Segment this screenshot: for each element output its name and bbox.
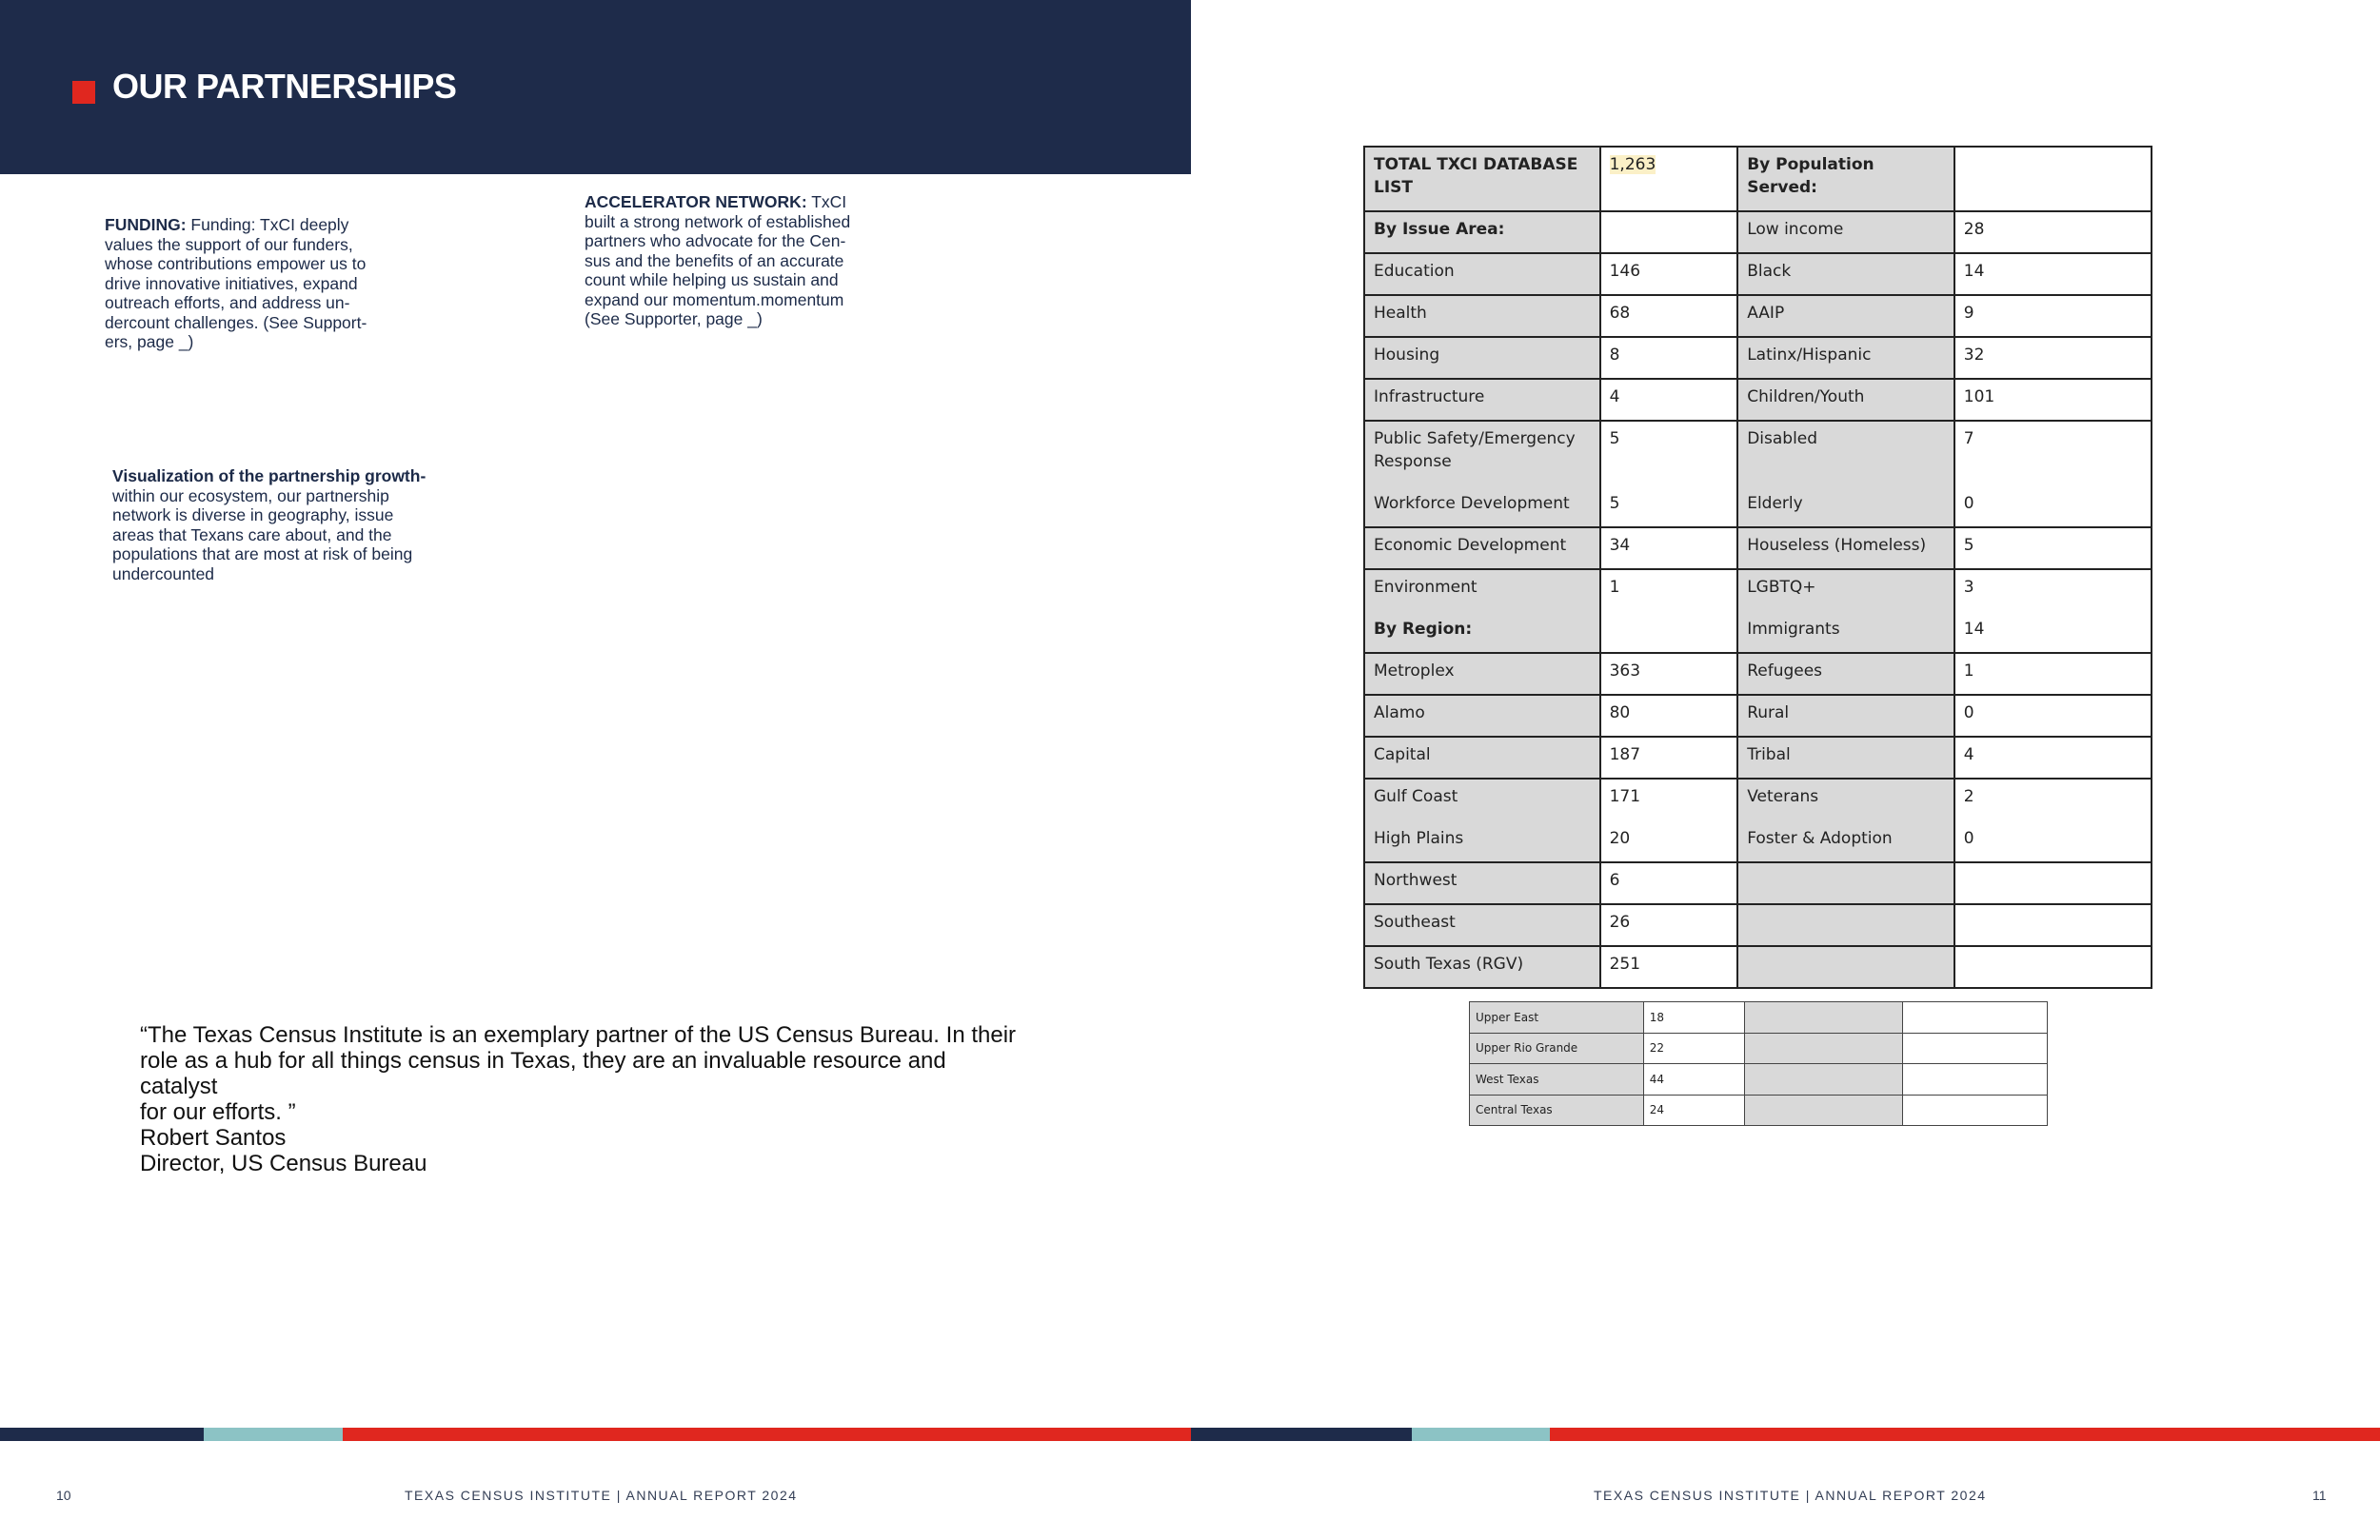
table-row bbox=[1364, 421, 2152, 527]
quote-line: for our efforts. ” bbox=[140, 1099, 296, 1125]
table-cell bbox=[1737, 779, 1954, 862]
table-cell: 24 bbox=[1643, 1095, 1744, 1126]
table-cell: Children/Youth bbox=[1737, 379, 1954, 421]
table-cell: 8 bbox=[1600, 337, 1738, 379]
funding-line: drive innovative initiatives, expand bbox=[105, 273, 358, 293]
region-continuation-table bbox=[1469, 1001, 2048, 1126]
cell-line: High Plains bbox=[1374, 829, 1464, 848]
cell-line: Gulf Coast bbox=[1374, 787, 1458, 806]
table-row bbox=[1364, 253, 2152, 295]
table-cell: 22 bbox=[1643, 1033, 1744, 1064]
page-header-band bbox=[0, 0, 1191, 174]
visualization-label: Visualization of the partnership growth- bbox=[112, 466, 426, 485]
funding-line: dercount challenges. (See Support- bbox=[105, 312, 367, 332]
table-cell: 14 bbox=[1954, 253, 2152, 295]
table-cell bbox=[1903, 1064, 2048, 1096]
visualization-line: populations that are most at risk of being bbox=[112, 544, 413, 563]
table-cell bbox=[1744, 1002, 1903, 1034]
accelerator-line: sus and the benefits of an accurate bbox=[585, 250, 844, 270]
table-row bbox=[1364, 779, 2152, 862]
table-cell: 251 bbox=[1600, 946, 1738, 988]
red-square-icon bbox=[72, 81, 95, 104]
table-cell bbox=[1954, 147, 2152, 211]
funding-label: FUNDING: bbox=[105, 215, 187, 234]
table-cell: 1 bbox=[1954, 653, 2152, 695]
cell-line: Immigrants bbox=[1747, 620, 1840, 639]
table-cell bbox=[1744, 1064, 1903, 1096]
cell-line: 0 bbox=[1963, 494, 1974, 513]
database-table bbox=[1363, 146, 2152, 989]
footer-text-left: TEXAS CENSUS INSTITUTE | ANNUAL REPORT 2024 bbox=[405, 1488, 798, 1503]
table-cell bbox=[1954, 946, 2152, 988]
table-cell: Alamo bbox=[1364, 695, 1600, 737]
table-cell bbox=[1744, 1095, 1903, 1126]
table-row bbox=[1364, 337, 2152, 379]
table-cell bbox=[1737, 862, 1954, 904]
table-cell: Refugees bbox=[1737, 653, 1954, 695]
cell-line: Environment bbox=[1374, 578, 1478, 597]
funding-line: outreach efforts, and address un- bbox=[105, 293, 350, 312]
table-cell: 6 bbox=[1600, 862, 1738, 904]
cell-line: 0 bbox=[1963, 829, 1974, 848]
page-number-right: 11 bbox=[2312, 1488, 2327, 1503]
table-cell: TOTAL TXCI DATABASE LIST bbox=[1364, 147, 1600, 211]
table-cell: Housing bbox=[1364, 337, 1600, 379]
accelerator-line: built a strong network of established bbox=[585, 211, 851, 231]
cell-line: 7 bbox=[1963, 429, 1974, 448]
cell-line: 1 bbox=[1609, 578, 1620, 597]
cell-line: 171 bbox=[1609, 787, 1641, 806]
cell-line: 14 bbox=[1963, 620, 1985, 639]
table-cell: Tribal bbox=[1737, 737, 1954, 779]
visualization-line: network is diverse in geography, issue bbox=[112, 505, 394, 524]
visualization-line: within our ecosystem, our partnership bbox=[112, 485, 389, 505]
cell-line: 2 bbox=[1963, 787, 1974, 806]
table-row bbox=[1364, 695, 2152, 737]
table-cell bbox=[1903, 1033, 2048, 1064]
visualization-paragraph bbox=[112, 466, 484, 583]
table-cell bbox=[1600, 569, 1738, 653]
funding-line: whose contributions empower us to bbox=[105, 254, 367, 273]
cell-line: Foster & Adoption bbox=[1747, 829, 1893, 848]
table-cell: Economic Development bbox=[1364, 527, 1600, 569]
quote-line: “The Texas Census Institute is an exemplary partner of the US Census Bureau. In their bbox=[140, 1022, 1017, 1048]
table-cell bbox=[1600, 147, 1738, 211]
cell-line: By Region: bbox=[1374, 620, 1473, 639]
table-cell: By Issue Area: bbox=[1364, 211, 1600, 253]
table-cell: 34 bbox=[1600, 527, 1738, 569]
cell-line: 20 bbox=[1609, 829, 1631, 848]
table-row bbox=[1364, 379, 2152, 421]
table-cell: Low income bbox=[1737, 211, 1954, 253]
table-cell: Infrastructure bbox=[1364, 379, 1600, 421]
table-cell: Central Texas bbox=[1470, 1095, 1644, 1126]
table-cell: 187 bbox=[1600, 737, 1738, 779]
table-cell: 26 bbox=[1600, 904, 1738, 946]
table-cell: Metroplex bbox=[1364, 653, 1600, 695]
table-row bbox=[1364, 527, 2152, 569]
table-cell: Latinx/Hispanic bbox=[1737, 337, 1954, 379]
table-row bbox=[1364, 904, 2152, 946]
table-cell: 9 bbox=[1954, 295, 2152, 337]
accelerator-label: ACCELERATOR NETWORK: bbox=[585, 192, 807, 211]
visualization-line: undercounted bbox=[112, 563, 215, 583]
table-cell: 101 bbox=[1954, 379, 2152, 421]
table-cell: 32 bbox=[1954, 337, 2152, 379]
table-cell: 4 bbox=[1600, 379, 1738, 421]
table-cell bbox=[1737, 421, 1954, 527]
cell-line: Veterans bbox=[1747, 787, 1819, 806]
table-cell: AAIP bbox=[1737, 295, 1954, 337]
table-cell bbox=[1600, 421, 1738, 527]
table-cell bbox=[1903, 1002, 2048, 1034]
accelerator-line: (See Supporter, page _) bbox=[585, 309, 763, 328]
table-cell: West Texas bbox=[1470, 1064, 1644, 1096]
table-cell bbox=[1903, 1095, 2048, 1126]
page-title: OUR PARTNERSHIPS bbox=[112, 67, 457, 106]
page-number-left: 10 bbox=[56, 1488, 71, 1503]
table-cell: 363 bbox=[1600, 653, 1738, 695]
table-cell bbox=[1600, 211, 1738, 253]
table-cell: Northwest bbox=[1364, 862, 1600, 904]
cell-line: Elderly bbox=[1747, 494, 1803, 513]
cell-line: Disabled bbox=[1747, 429, 1818, 448]
table-cell: 4 bbox=[1954, 737, 2152, 779]
table-cell bbox=[1744, 1033, 1903, 1064]
cell-line: Public Safety/Emergency Response bbox=[1374, 429, 1576, 471]
table-row bbox=[1364, 147, 2152, 211]
accelerator-line: expand our momentum.momentum bbox=[585, 289, 844, 309]
footer-stripe-navy bbox=[1191, 1428, 1412, 1441]
table-cell: Southeast bbox=[1364, 904, 1600, 946]
table-cell: Capital bbox=[1364, 737, 1600, 779]
table-cell bbox=[1954, 421, 2152, 527]
table-cell: Health bbox=[1364, 295, 1600, 337]
table-cell: 44 bbox=[1643, 1064, 1744, 1096]
testimonial-quote bbox=[140, 1022, 1025, 1176]
footer-stripe-red bbox=[1550, 1428, 2380, 1441]
footer-stripe-red bbox=[343, 1428, 1191, 1441]
footer-text-right: TEXAS CENSUS INSTITUTE | ANNUAL REPORT 2024 bbox=[1594, 1488, 1987, 1503]
quote-line: role as a hub for all things census in Texas, they are an invaluable resource and catalyst bbox=[140, 1048, 946, 1099]
table-cell: 28 bbox=[1954, 211, 2152, 253]
table-cell bbox=[1364, 421, 1600, 527]
cell-line: 3 bbox=[1963, 578, 1974, 597]
table-row bbox=[1364, 862, 2152, 904]
table-cell bbox=[1364, 779, 1600, 862]
table-cell: By Population Served: bbox=[1737, 147, 1954, 211]
table-cell: 68 bbox=[1600, 295, 1738, 337]
table-cell: 0 bbox=[1954, 695, 2152, 737]
table-cell: Upper East bbox=[1470, 1002, 1644, 1034]
table-cell: 18 bbox=[1643, 1002, 1744, 1034]
table-cell: 5 bbox=[1954, 527, 2152, 569]
table-cell bbox=[1954, 779, 2152, 862]
table-row bbox=[1470, 1002, 2048, 1034]
table-cell bbox=[1954, 904, 2152, 946]
table-row bbox=[1470, 1064, 2048, 1096]
table-cell: South Texas (RGV) bbox=[1364, 946, 1600, 988]
funding-line: values the support of our funders, bbox=[105, 234, 353, 254]
cell-line: Workforce Development bbox=[1374, 494, 1570, 513]
cell-line: 5 bbox=[1609, 494, 1620, 513]
table-cell bbox=[1954, 862, 2152, 904]
funding-line: Funding: TxCI deeply bbox=[186, 215, 349, 234]
accelerator-line: TxCI bbox=[806, 192, 847, 211]
cell-line: 5 bbox=[1609, 429, 1620, 448]
quote-author-title: Director, US Census Bureau bbox=[140, 1151, 427, 1176]
table-row bbox=[1364, 653, 2152, 695]
accelerator-paragraph bbox=[585, 192, 918, 329]
table-cell bbox=[1737, 946, 1954, 988]
funding-line: ers, page _) bbox=[105, 332, 194, 351]
table-cell bbox=[1737, 904, 1954, 946]
footer-stripe-navy bbox=[0, 1428, 204, 1441]
table-row bbox=[1364, 569, 2152, 653]
table-cell: Black bbox=[1737, 253, 1954, 295]
table-row bbox=[1470, 1095, 2048, 1126]
table-row bbox=[1364, 946, 2152, 988]
table-row bbox=[1364, 295, 2152, 337]
table-cell: Houseless (Homeless) bbox=[1737, 527, 1954, 569]
quote-author: Robert Santos bbox=[140, 1125, 287, 1151]
funding-paragraph bbox=[105, 215, 428, 352]
table-cell: Upper Rio Grande bbox=[1470, 1033, 1644, 1064]
table-cell bbox=[1600, 779, 1738, 862]
visualization-line: areas that Texans care about, and the bbox=[112, 524, 392, 544]
table-cell: Education bbox=[1364, 253, 1600, 295]
table-cell: 80 bbox=[1600, 695, 1738, 737]
cell-line: LGBTQ+ bbox=[1747, 578, 1816, 597]
table-cell bbox=[1737, 569, 1954, 653]
table-cell: 146 bbox=[1600, 253, 1738, 295]
table-row bbox=[1364, 211, 2152, 253]
table-row bbox=[1364, 737, 2152, 779]
total-value: 1,263 bbox=[1609, 155, 1656, 174]
footer-stripe-teal bbox=[1412, 1428, 1550, 1441]
table-cell bbox=[1954, 569, 2152, 653]
table-cell bbox=[1364, 569, 1600, 653]
accelerator-line: count while helping us sustain and bbox=[585, 270, 839, 289]
table-row bbox=[1470, 1033, 2048, 1064]
accelerator-line: partners who advocate for the Cen- bbox=[585, 231, 846, 250]
footer-stripe-teal bbox=[204, 1428, 343, 1441]
table-cell: Rural bbox=[1737, 695, 1954, 737]
